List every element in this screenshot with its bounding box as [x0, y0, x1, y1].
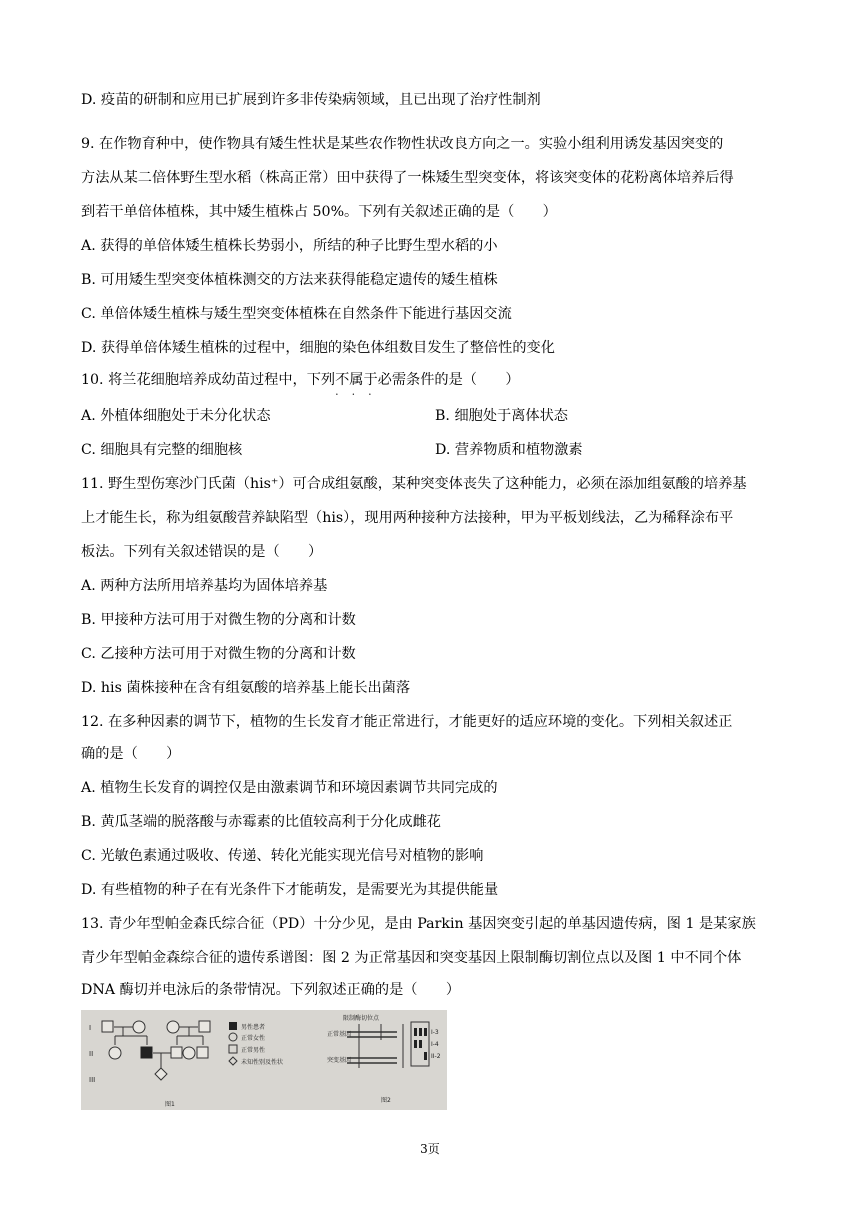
q9-option-d: D. 获得单倍体矮生植株的过程中，细胞的染色体组数目发生了整倍性的变化 [81, 340, 555, 356]
normal-gene-label: 正常基因 [327, 1031, 352, 1038]
lane-label-1: I-3 [431, 1029, 439, 1036]
legend-male-text: 正常男性 [241, 1047, 266, 1054]
q10-stem-post: 必需条件的是（ ） [377, 372, 520, 388]
q10-stem-emphasis: 不属于 • • • [335, 370, 378, 390]
figure-svg [81, 1010, 447, 1110]
q12-option-d: D. 有些植物的种子在有光条件下才能萌发，是需要光为其提供能量 [81, 882, 499, 898]
lane-label-2: I-4 [431, 1041, 439, 1048]
generation-iii-label: III [89, 1076, 96, 1084]
q9-option-b: B. 可用矮生型突变体植株测交的方法来获得能稳定遗传的矮生植株 [81, 272, 498, 288]
legend-affected-symbol [229, 1022, 237, 1030]
figure-2-label: 图2 [381, 1097, 391, 1104]
gel-band-6 [424, 1052, 427, 1060]
generation-i-label: I [89, 1024, 92, 1032]
q11-stem-line-3: 板法。下列有关叙述错误的是（ ） [81, 544, 323, 560]
q10-option-d: D. 营养物质和植物激素 [435, 442, 583, 458]
q12-stem-line-1: 12. 在多种因素的调节下，植物的生长发育才能正常进行，才能更好的适应环境的变化。下列相关叙述正 [81, 714, 733, 730]
q11-option-c: C. 乙接种方法可用于对微生物的分离和计数 [81, 646, 356, 662]
pedigree-and-gel-figure [81, 1010, 447, 1110]
legend-affected-text: 男性患者 [241, 1024, 266, 1031]
gel-band-4 [414, 1040, 417, 1048]
figure-1-label: 图1 [165, 1101, 175, 1108]
q12-option-c: C. 光敏色素通过吸收、传递、转化光能实现光信号对植物的影响 [81, 848, 484, 864]
pedigree-ii3 [183, 1047, 195, 1059]
pedigree-i2 [133, 1021, 145, 1033]
legend-unknown-symbol [229, 1057, 237, 1065]
pedigree-ii4 [171, 1047, 182, 1058]
q11-option-d: D. his 菌株接种在含有组氨酸的培养基上能长出菌落 [81, 680, 411, 696]
q10-option-b: B. 细胞处于离体状态 [435, 408, 568, 424]
q10-stem [81, 370, 520, 390]
generation-ii-label: II [89, 1050, 94, 1058]
q11-stem-line-1: 11. 野生型伤寒沙门氏菌（his⁺）可合成组氨酸，某种突变体丧失了这种能力，必须在添加组氨酸的培养基 [81, 476, 747, 492]
pedigree-iii1 [155, 1068, 167, 1080]
pedigree-i4 [199, 1021, 210, 1032]
legend-female-text: 正常女性 [241, 1035, 266, 1042]
pedigree-i3 [167, 1021, 179, 1033]
q12-stem-line-2: 确的是（ ） [81, 746, 181, 762]
q11-option-a: A. 两种方法所用培养基均为固体培养基 [81, 578, 328, 594]
pedigree-ii1 [109, 1047, 121, 1059]
page-number: 3页 [420, 1142, 440, 1156]
q9-stem-line-1: 9. 在作物育种中，使作物具有矮生性状是某些农作物性状改良方向之一。实验小组利用诱发基因突变的 [81, 136, 724, 152]
legend-female-symbol [229, 1033, 237, 1041]
pedigree-ii5 [197, 1047, 208, 1058]
q9-stem-line-3: 到若干单倍体植株，其中矮生植株占 50%。下列有关叙述正确的是（ ） [81, 204, 557, 220]
q9-option-c: C. 单倍体矮生植株与矮生型突变体植株在自然条件下能进行基因交流 [81, 306, 512, 322]
q10-stem-pre: 10. 将兰花细胞培养成幼苗过程中，下列 [81, 372, 336, 388]
q12-option-b: B. 黄瓜茎端的脱落酸与赤霉素的比值较高利于分化成雌花 [81, 814, 441, 830]
gel-band-2 [419, 1028, 422, 1036]
q12-option-a: A. 植物生长发育的调控仅是由激素调节和环境因素调节共同完成的 [81, 780, 498, 796]
q10-option-c: C. 细胞具有完整的细胞核 [81, 442, 243, 458]
q9-option-a: A. 获得的单倍体矮生植株长势弱小，所结的种子比野生型水稻的小 [81, 238, 498, 254]
gel-band-1 [414, 1028, 417, 1036]
enzyme-sites-label: 限制酶切位点 [343, 1015, 380, 1022]
gel-band-5 [419, 1040, 422, 1048]
q10-option-a: A. 外植体细胞处于未分化状态 [81, 408, 271, 424]
pedigree-i1 [102, 1021, 113, 1032]
gel-band-3 [424, 1028, 427, 1036]
q11-stem-line-2: 上才能生长，称为组氨酸营养缺陷型（his），现用两种接种方法接种，甲为平板划线法，乙为稀释涂布平 [81, 510, 734, 526]
q13-stem-line-1: 13. 青少年型帕金森氏综合征（PD）十分少见，是由 Parkin 基因突变引起的单基因遗传病，图 1 是某家族 [81, 916, 756, 932]
mutant-gene-label: 突变基因 [327, 1057, 352, 1064]
q13-stem-line-2: 青少年型帕金森综合征的遗传系谱图：图 2 为正常基因和突变基因上限制酶切割位点以及图 1 中不同个体 [81, 950, 742, 966]
q8-option-d: D. 疫苗的研制和应用已扩展到许多非传染病领域，且已出现了治疗性制剂 [81, 92, 541, 108]
pedigree-ii2 [141, 1047, 152, 1058]
legend-male-symbol [229, 1045, 237, 1053]
q13-stem-line-3: DNA 酶切并电泳后的条带情况。下列叙述正确的是（ ） [81, 982, 461, 998]
legend-unknown-text: 未知性别及性状 [241, 1059, 284, 1066]
q9-stem-line-2: 方法从某二倍体野生型水稻（株高正常）田中获得了一株矮生型突变体，将该突变体的花粉离体培养后得 [81, 170, 734, 186]
lane-label-3: II-2 [431, 1053, 441, 1060]
q11-option-b: B. 甲接种方法可用于对微生物的分离和计数 [81, 612, 356, 628]
